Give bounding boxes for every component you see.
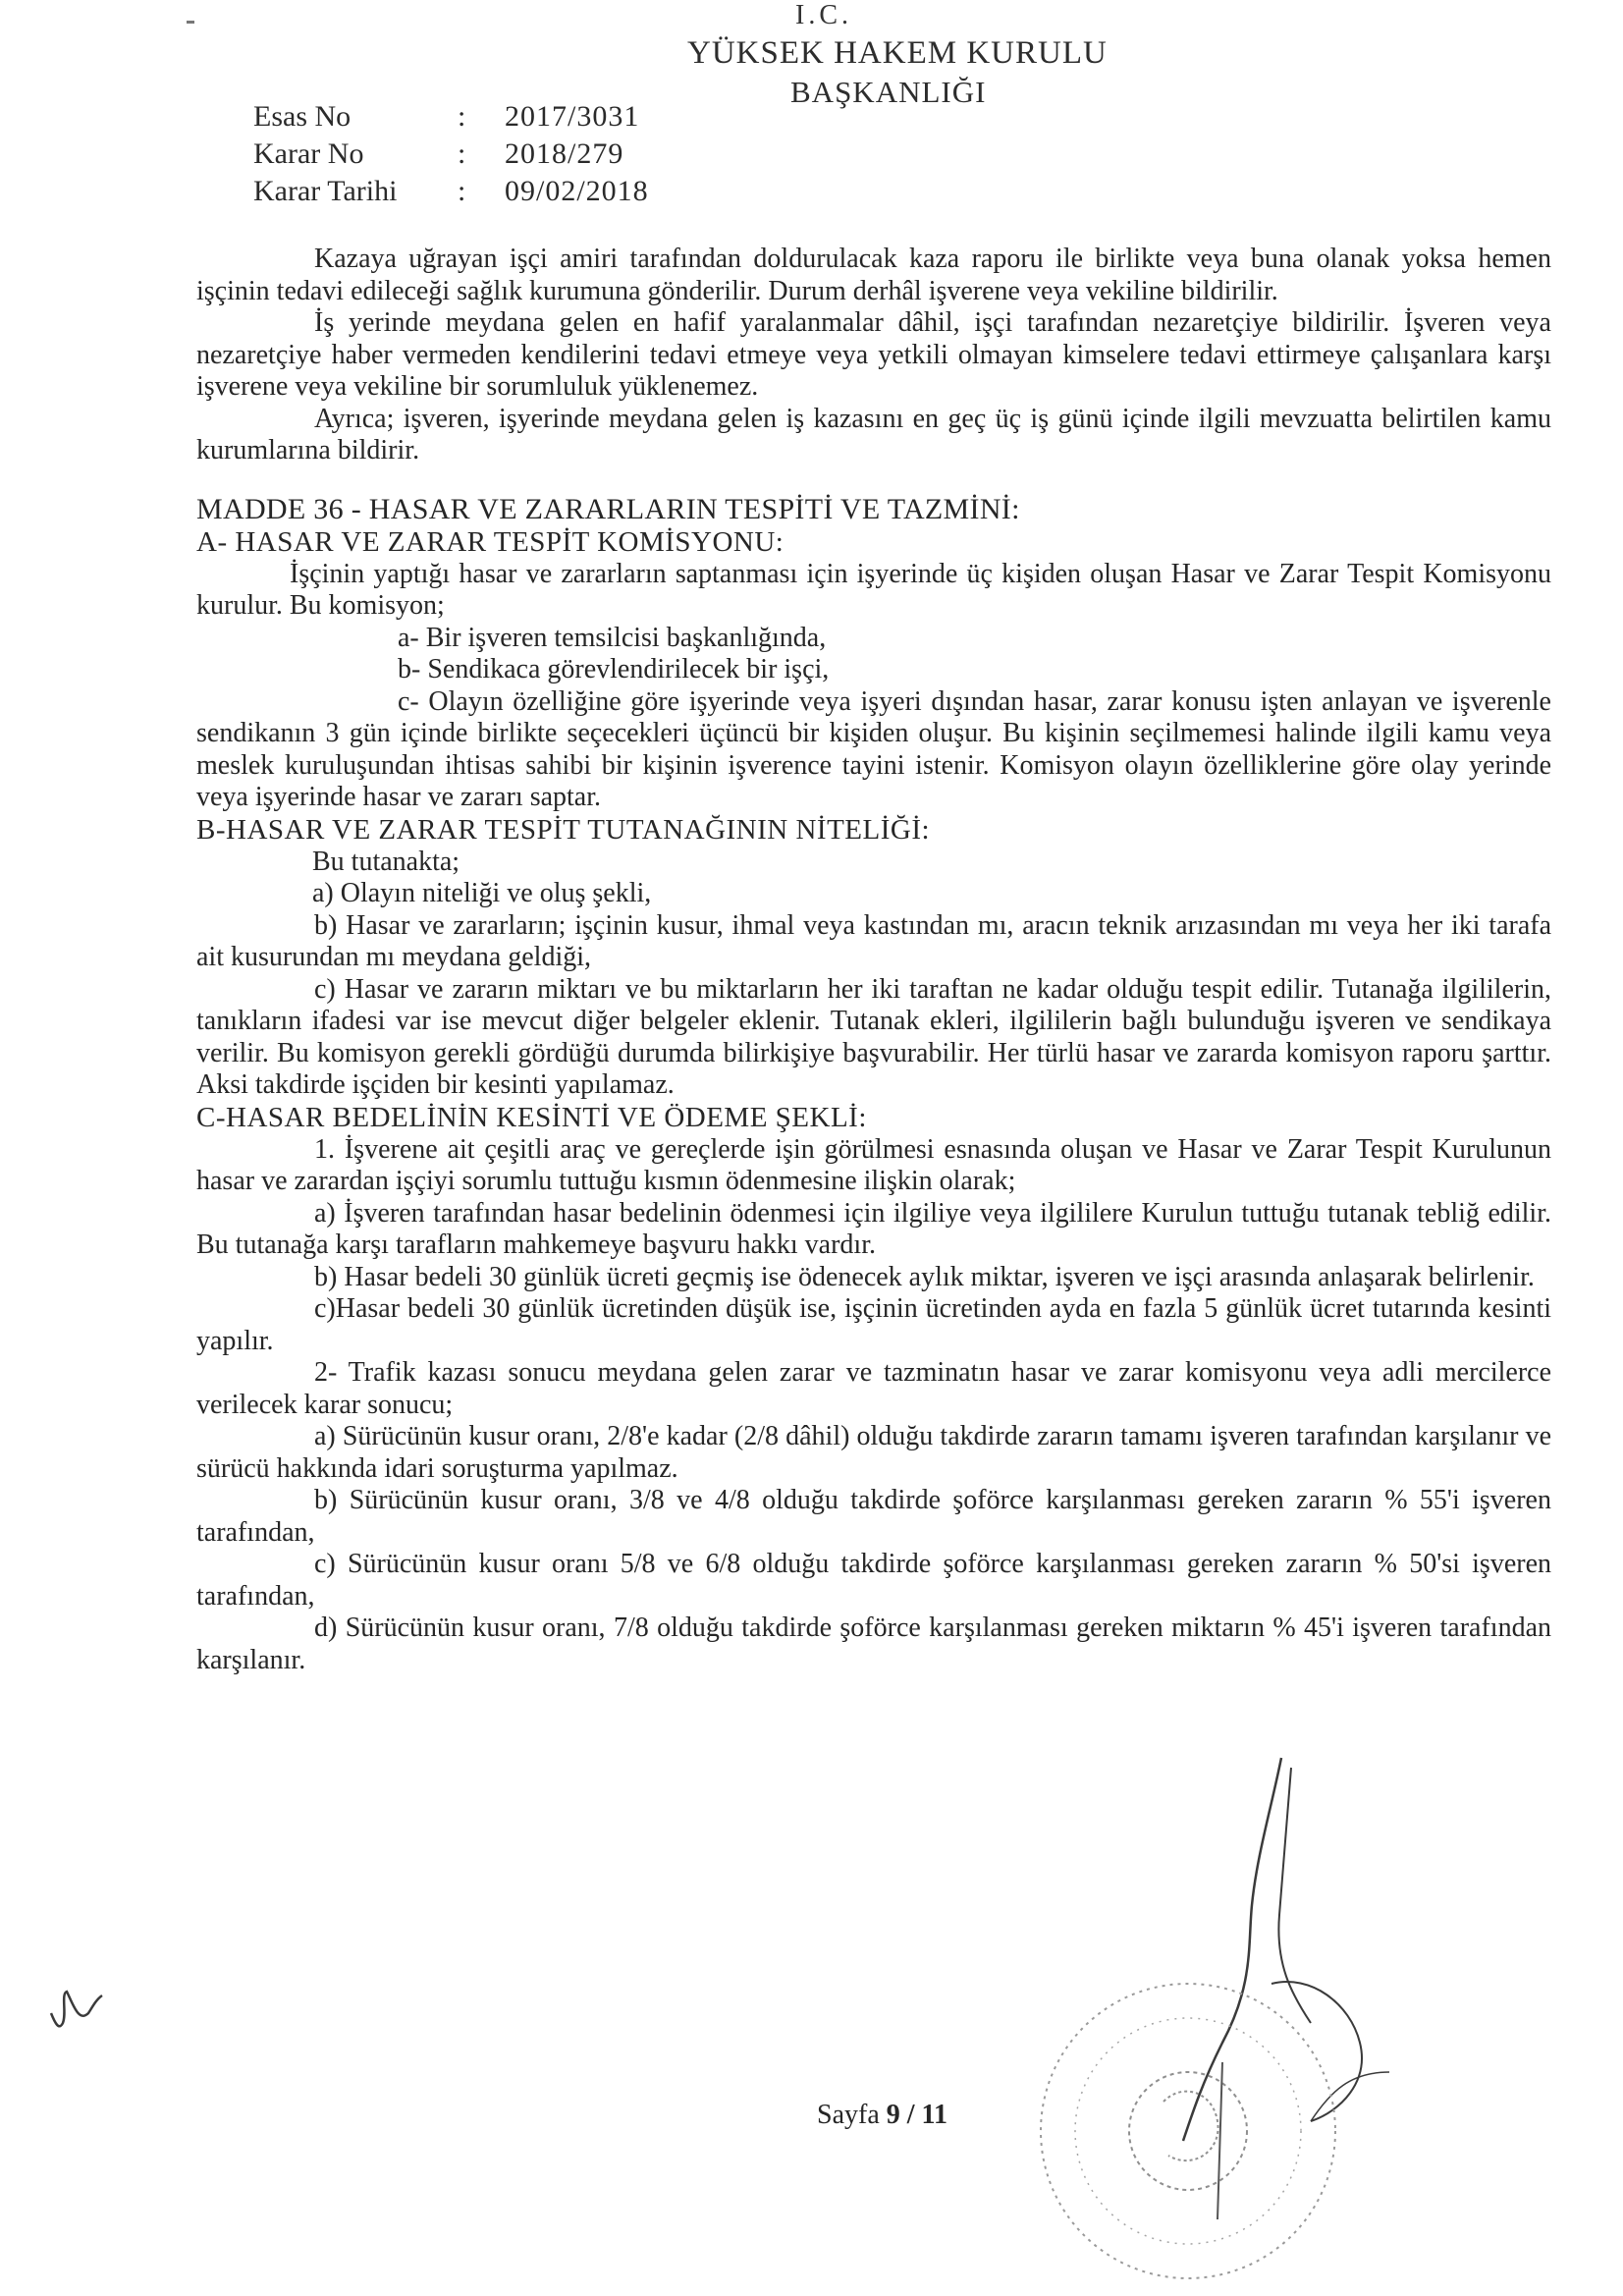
list-item: a) Sürücünün kusur oranı, 2/8'e kadar (2/8 dâhil) olduğu takdirde zararın tamamı işveren tarafından karşılanır ve sürücü hakkında idari soruşturma yapılmaz. bbox=[196, 1421, 1551, 1484]
meta-separator: : bbox=[458, 137, 466, 170]
list-item: a) İşveren tarafından hasar bedelinin ödenmesi için ilgiliye veya ilgililere Kurulun tuttuğu tutanak tebliğ edilir. Bu tutanağa karşı tarafların mahkemeye başvuru hakkı vardır. bbox=[196, 1197, 1551, 1260]
official-seal-stamp bbox=[1026, 1974, 1350, 2288]
list-item: b- Sendikaca görevlendirilecek bir işçi, bbox=[398, 654, 830, 684]
meta-separator: : bbox=[458, 175, 466, 207]
body-paragraph: İş yerinde meydana gelen en hafif yaralanmalar dâhil, işçi tarafından nezaretçiye bildirilir. İşveren veya nezaretçiye haber vermeden kendilerini tedavi etmeye veya yetkili olmayan kimselere tedavi ettirmeye çalışanlara karşı işverene veya vekiline bir sorumluluk yüklenemez. bbox=[196, 307, 1551, 402]
page-label: Sayfa bbox=[817, 2100, 880, 2130]
page-current: 9 bbox=[886, 2100, 900, 2130]
meta-row-karar-tarihi bbox=[253, 173, 649, 210]
document-body bbox=[196, 244, 1551, 1676]
list-item: b) Hasar bedeli 30 günlük ücreti geçmiş ise ödenecek aylık miktar, işveren ve işçi arasında anlaşarak belirlenir. bbox=[314, 1261, 1535, 1292]
body-paragraph: İşçinin yaptığı hasar ve zararların saptanması için işyerinde üç kişiden oluşan Hasar ve Zarar Tespit Komisyonu kurulur. Bu komisyon; bbox=[196, 558, 1551, 621]
meta-value: 2017/3031 bbox=[505, 100, 640, 133]
list-item: 2- Trafik kazası sonucu meydana gelen zarar ve tazminatın hasar ve zarar komisyonu veya adli mercilerce verilecek karar sonucu; bbox=[196, 1357, 1551, 1420]
meta-value: 09/02/2018 bbox=[505, 175, 649, 207]
body-paragraph: Bu tutanakta; bbox=[312, 846, 460, 877]
list-item: b) Sürücünün kusur oranı, 3/8 ve 4/8 olduğu takdirde şoförce karşılanması gereken zararın % 55'i işveren tarafından, bbox=[196, 1485, 1551, 1548]
meta-row-esas bbox=[253, 98, 649, 136]
page-total: 11 bbox=[921, 2100, 948, 2130]
article-heading: MADDE 36 - HASAR VE ZARARLARIN TESPİTİ VE TAZMİNİ: bbox=[196, 492, 1020, 525]
header-top-mark: I.C. bbox=[795, 0, 852, 30]
list-item: c) Sürücünün kusur oranı 5/8 ve 6/8 olduğu takdirde şoförce karşılanması gereken zararın % 50'si işveren tarafından, bbox=[196, 1549, 1551, 1612]
body-paragraph: Kazaya uğrayan işçi amiri tarafından doldurulacak kaza raporu ile birlikte veya buna olanak yoksa hemen işçinin tedavi edileceği sağlık kurumuna gönderilir. Durum derhâl işverene veya vekiline bildirilir. bbox=[196, 244, 1551, 306]
list-item: a) Olayın niteliği ve oluş şekli, bbox=[312, 878, 652, 908]
list-item: c)Hasar bedeli 30 günlük ücretinden düşük ise, işçinin ücretinden ayda en fazla 5 günlük ücret tutarında kesinti yapılır. bbox=[196, 1293, 1551, 1356]
list-item: a- Bir işveren temsilcisi başkanlığında, bbox=[398, 622, 827, 653]
meta-separator: : bbox=[458, 100, 466, 133]
meta-label: Karar No bbox=[253, 137, 364, 170]
institution-name: YÜKSEK HAKEM KURULU bbox=[687, 35, 1108, 71]
section-title-c: C-HASAR BEDELİNİN KESİNTİ VE ÖDEME ŞEKLİ: bbox=[196, 1101, 867, 1133]
list-item: c) Hasar ve zararın miktarı ve bu miktarların her iki taraftan ne kadar olduğu tespit edilir. Tutanağa ilgililerin, tanıkların ifadesi var ise mevcut diğer belgeler eklenir. Tutanak ekleri, ilgililerin bağlı bulunduğu işveren ve sendikaya verilir. Bu komisyon gerekli gördüğü durumda bilirkişiye başvurabilir. Her türlü hasar ve zararda komisyon raporu şarttır. Aksi takdirde işçiden bir kesinti yapılamaz. bbox=[196, 973, 1551, 1100]
section-title-b: B-HASAR VE ZARAR TESPİT TUTANAĞININ NİTELİĞİ: bbox=[196, 813, 931, 846]
list-item: c- Olayın özelliğine göre işyerinde veya işyeri dışından hasar, zarar konusu işten anlayan ve işverenle sendikanın 3 gün içinde birlikte seçecekleri üçüncü bir kişiden oluşur. Bu kişinin seçilmemesi halinde ilgili kamu veya meslek kuruluşundan ihtisas sahibi bir kişinin işverence tayini istenir. Komisyon olayın özelliklerine göre olay yerinde veya işyerinde hasar ve zararı saptar. bbox=[196, 685, 1551, 812]
institution-department: BAŞKANLIĞI bbox=[790, 75, 987, 109]
meta-label: Esas No bbox=[253, 100, 352, 133]
page-footer bbox=[817, 2100, 947, 2131]
list-item: d) Sürücünün kusur oranı, 7/8 olduğu takdirde şoförce karşılanması gereken miktarın % 45'i işveren tarafından karşılanır. bbox=[196, 1613, 1551, 1675]
list-item: 1. İşverene ait çeşitli araç ve gereçlerde işin görülmesi esnasında oluşan ve Hasar ve Zarar Tespit Kurulunun hasar ve zarardan işçiyi sorumlu tuttuğu kısmın ödenmesine ilişkin olarak; bbox=[196, 1133, 1551, 1196]
case-meta-block bbox=[253, 98, 649, 210]
margin-initial-mark bbox=[41, 1984, 110, 2038]
meta-value: 2018/279 bbox=[505, 137, 624, 170]
page-separator: / bbox=[906, 2100, 915, 2130]
list-item: b) Hasar ve zararların; işçinin kusur, ihmal veya kastından mı, aracın teknik arızasından mı veya her iki tarafa ait kusurundan mı meydana geldiği, bbox=[196, 909, 1551, 972]
scan-speck bbox=[187, 20, 196, 26]
meta-label: Karar Tarihi bbox=[253, 175, 398, 207]
body-paragraph: Ayrıca; işveren, işyerinde meydana gelen iş kazasını en geç üç iş günü içinde ilgili mevzuatta belirtilen kamu kurumlarına bildirir. bbox=[196, 403, 1551, 465]
meta-row-karar bbox=[253, 136, 649, 173]
spacer bbox=[196, 467, 1551, 493]
section-title-a: A- HASAR VE ZARAR TESPİT KOMİSYONU: bbox=[196, 525, 784, 558]
